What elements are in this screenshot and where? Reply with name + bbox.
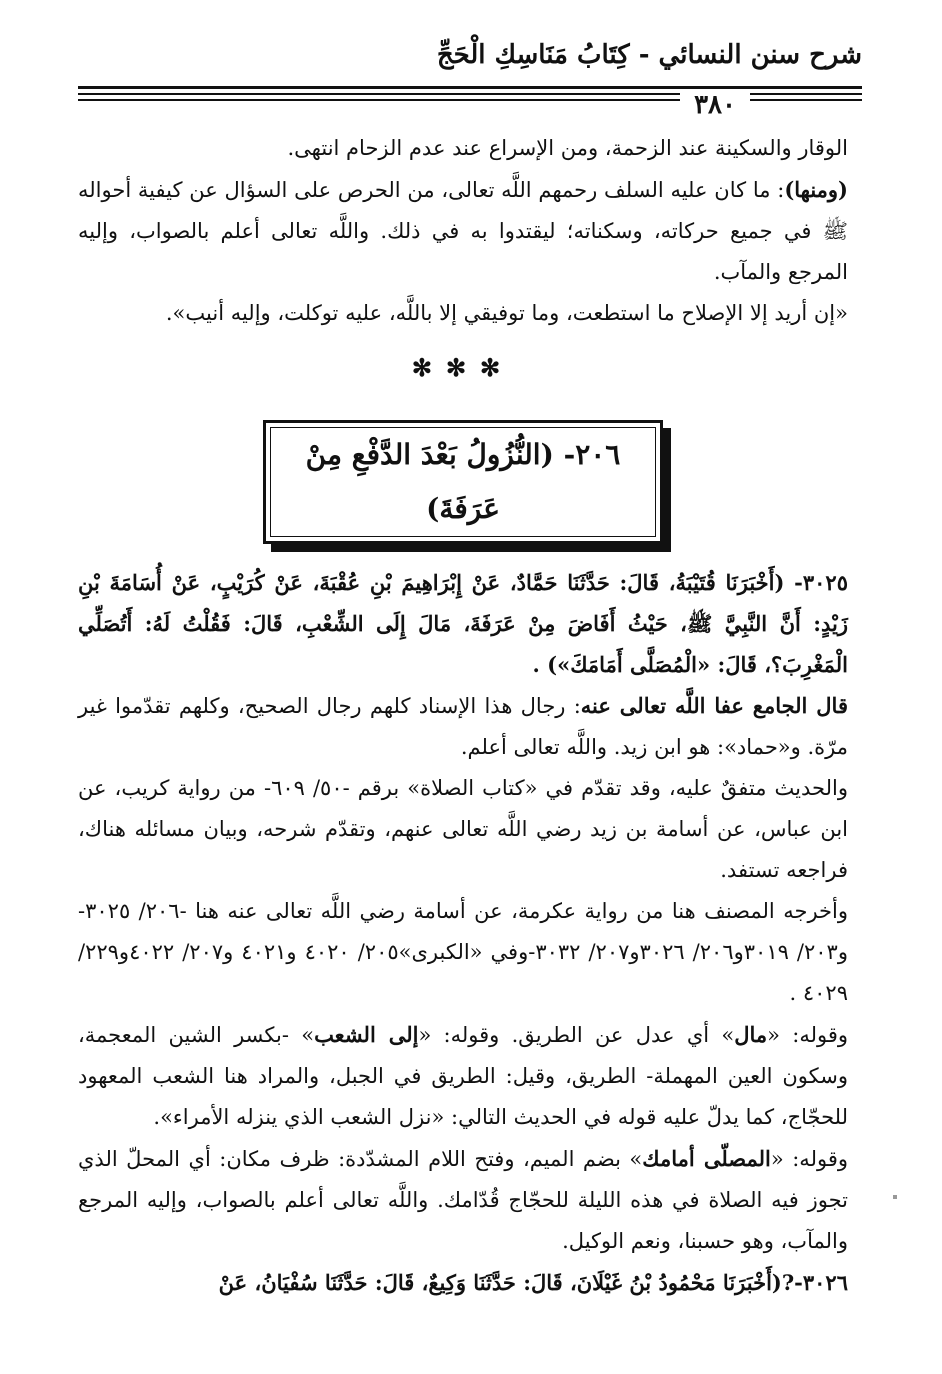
running-title: شرح سنن النسائي - كِتَابُ مَنَاسِكِ الْحَجِّ: [436, 40, 862, 70]
paragraph: والحديث متفقٌ عليه، وقد تقدّم في «كتاب الصلاة» برقم -٥٠/ ٦٠٩- من رواية كريب، عن ابن عباس، عن أسامة بن زيد رضي اللَّه تعالى عنهم، وتقدّم شرحه، وبيان مسائله هناك، فراجعه تستفد.: [78, 776, 848, 882]
text-fragment: وقوله: «: [767, 1023, 849, 1047]
page-body: [78, 128, 848, 1303]
paragraph-text: : رجال هذا الإسناد كلهم رجال الصحيح، وكلهم تقدّموا غير مرّة. و«حماد»: هو ابن زيد. واللَّه تعالى أعلم.: [78, 694, 848, 759]
quote-paragraph: «إن أريد إلا الإصلاح ما استطعت، وما توفيقي إلا باللَّه، عليه توكلت، وإليه أنيب».: [165, 301, 848, 325]
hadith-text: ٣٠٢٥- (أَخْبَرَنَا قُتَيْبَةُ، قَالَ: حَدَّثَنَا حَمَّادٌ، عَنْ إِبْرَاهِيمَ بْنِ عُقْبَةَ، عَنْ كُرَيْبٍ، عَنْ أُسَامَةَ بْنِ زَيْدٍ: أَنَّ النَّبِيَّ ﷺ، حَيْثُ أَفَاضَ مِنْ عَرَفَةَ، مَالَ إِلَى الشِّعْبِ، قَالَ: فَقُلْتُ لَهُ: أَتُصَلِّي الْمَغْرِبَ؟، قَالَ: «الْمُصَلَّى أَمَامَكَ») .: [78, 570, 848, 677]
asterisk-icon: ✻: [411, 353, 446, 382]
header-rule: [78, 86, 862, 89]
bold-lead: (ومنها): [784, 177, 848, 202]
text-fragment: » أي عدل عن الطريق. وقوله: «: [418, 1023, 735, 1047]
paragraph: [78, 685, 848, 768]
paragraph: [78, 1138, 848, 1262]
bold-term: مال: [734, 1022, 768, 1047]
page-header: [78, 30, 862, 120]
asterisk-icon: ✻: [445, 353, 481, 382]
text-fragment: وقوله: «: [770, 1147, 848, 1171]
paragraph: [78, 1014, 848, 1138]
chapter-title: ٢٠٦- (النُّزُولُ بَعْدَ الدَّفْعِ مِنْ عَرَفَةَ): [270, 427, 656, 537]
text-fragment: » بضم الميم، وفتح اللام المشدّدة: ظرف مكان: أي المحلّ الذي تجوز فيه الصلاة في هذه الليلة للحجّاج قُدّامك. واللَّه تعالى أعلم بالصواب، وإليه المرجع والمآب، وهو حسبنا، ونعم الوكيل.: [78, 1147, 848, 1253]
page-number: ٣٨٠: [680, 90, 750, 120]
bold-term: المصلّى أمامك: [642, 1146, 771, 1171]
paragraph: وأخرجه المصنف هنا من رواية عكرمة، عن أسامة رضي اللَّه تعالى عنه هنا -٢٠٦/ ٣٠٢٥-و٢٠٣/ ٣٠١٩و٢٠٦/ ٣٠٢٦و٢٠٧/ ٣٠٣٢-وفي «الكبرى»٢٠٥/ ٤٠٢٠ و٤٠٢١ و٢٠٧/ ٤٠٢٢و٢٢٩/ ٤٠٢٩ .: [78, 899, 848, 1005]
scan-speck: [893, 1195, 897, 1199]
bold-term: إلى الشعب: [314, 1022, 419, 1047]
paragraph: [78, 169, 848, 293]
text-fragment: » -بكسر الشين المعجمة، وسكون العين المهملة- الطريق، وقيل: الطريق في الجبل، والمراد هنا الشعب المعهود للحجّاج، كما يدلّ عليه قوله في الحديث التالي: «نزل الشعب الذي ينزله الأمراء».: [78, 1023, 848, 1129]
paragraph-text: : ما كان عليه السلف رحمهم اللَّه تعالى، من الحرص على السؤال عن كيفية أحواله ﷺ في جميع حركاته، وسكناته؛ ليقتدوا به في ذلك. واللَّه تعالى أعلم بالصواب، وإليه المرجع والمآب.: [78, 178, 848, 284]
paragraph: الوقار والسكينة عند الزحمة، ومن الإسراع عند عدم الزحام انتهى.: [287, 136, 848, 160]
asterisk-icon: ✻: [480, 353, 515, 382]
hadith-text: ٣٠٢٦-?(أَخْبَرَنَا مَحْمُودُ بْنُ غَيْلَانَ، قَالَ: حَدَّثَنَا وَكِيعٌ، قَالَ: حَدَّثَنَا سُفْيَانُ، عَنْ: [218, 1270, 848, 1295]
section-separator: [78, 338, 848, 398]
chapter-heading-box: [263, 420, 663, 544]
bold-lead: قال الجامع عفا اللَّه تعالى عنه: [580, 693, 848, 718]
